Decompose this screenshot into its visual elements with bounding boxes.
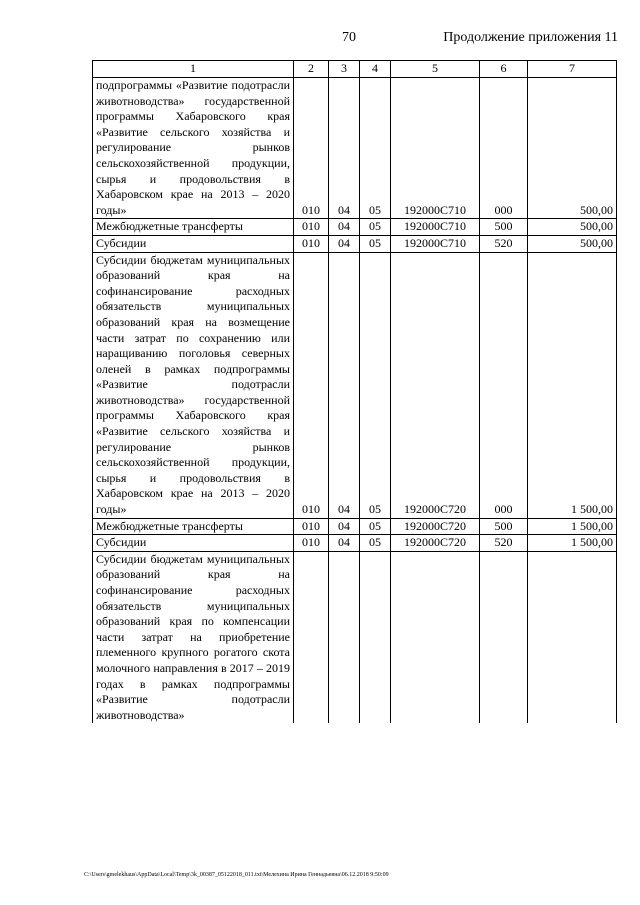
target-item-code: 192000С720: [391, 252, 480, 518]
amount: 500,00: [528, 219, 617, 236]
target-item-code: 192000С710: [391, 235, 480, 252]
file-path-footer: C:\Users\gmelekhaus\AppData\Local\Temp\3k_00387_05122018_011.txt\Мелехина Ирина Геннадьевна\06.12.2018 9:50:09: [84, 872, 389, 878]
row-description: Межбюджетные трансферты: [93, 518, 294, 535]
row-description: Межбюджетные трансферты: [93, 219, 294, 236]
subsection-code: 05: [360, 78, 391, 219]
ministry-code: 010: [294, 235, 329, 252]
target-item-code: [391, 551, 480, 723]
expense-type-code: 000: [480, 78, 528, 219]
budget-table: [92, 60, 617, 723]
amount: 1 500,00: [528, 252, 617, 518]
section-code: 04: [329, 235, 360, 252]
ministry-code: 010: [294, 252, 329, 518]
column-header: 2: [294, 61, 329, 78]
section-code: 04: [329, 219, 360, 236]
expense-type-code: 520: [480, 535, 528, 552]
target-item-code: 192000С720: [391, 535, 480, 552]
appendix-title: Продолжение приложения 11: [443, 30, 618, 45]
amount: 1 500,00: [528, 535, 617, 552]
row-description: Субсидии бюджетам муниципальных образований края на софинансирование расходных обязательств муниципальных образований края на возмещение части затрат по сохранению или наращиванию поголовья северных оленей в рамках подпрограммы «Развитие подотрасли животноводства» государственной программы Хабаровского края «Развитие сельского хозяйства и регулирование рынков сельскохозяйственной продукции, сырья и продовольствия в Хабаровском крае на 2013 – 2020 годы»: [93, 252, 294, 518]
subsection-code: [360, 551, 391, 723]
page-header: [0, 30, 640, 50]
amount: 1 500,00: [528, 518, 617, 535]
row-description: Субсидии бюджетам муниципальных образований края на софинансирование расходных обязательств муниципальных образований края по компенсации части затрат на приобретение племенного крупного рогатого скота молочного направления в 2017 – 2019 годах в рамках подпрограммы «Развитие подотрасли животноводства»: [93, 551, 294, 723]
section-code: 04: [329, 78, 360, 219]
column-header: 4: [360, 61, 391, 78]
section-code: [329, 551, 360, 723]
subsection-code: 05: [360, 535, 391, 552]
table-row: [93, 235, 617, 252]
ministry-code: 010: [294, 518, 329, 535]
column-header: 7: [528, 61, 617, 78]
expense-type-code: 500: [480, 518, 528, 535]
column-header: 5: [391, 61, 480, 78]
table-row: [93, 219, 617, 236]
row-description: Субсидии: [93, 535, 294, 552]
subsection-code: 05: [360, 219, 391, 236]
ministry-code: [294, 551, 329, 723]
table-row: [93, 535, 617, 552]
row-description: подпрограммы «Развитие подотрасли животноводства» государственной программы Хабаровского края «Развитие сельского хозяйства и регулирование рынков сельскохозяйственной продукции, сырья и продовольствия в Хабаровском крае на 2013 – 2020 годы»: [93, 78, 294, 219]
page-number: 70: [342, 30, 356, 45]
column-header: 1: [93, 61, 294, 78]
ministry-code: 010: [294, 78, 329, 219]
table-row: [93, 252, 617, 518]
target-item-code: 192000С720: [391, 518, 480, 535]
expense-type-code: 000: [480, 252, 528, 518]
amount: 500,00: [528, 235, 617, 252]
subsection-code: 05: [360, 518, 391, 535]
table-header-row: [93, 61, 617, 78]
table-row: [93, 518, 617, 535]
column-header: 6: [480, 61, 528, 78]
table-row: [93, 551, 617, 723]
row-description: Субсидии: [93, 235, 294, 252]
table-row: [93, 78, 617, 219]
ministry-code: 010: [294, 219, 329, 236]
target-item-code: 192000С710: [391, 219, 480, 236]
section-code: 04: [329, 252, 360, 518]
expense-type-code: 520: [480, 235, 528, 252]
section-code: 04: [329, 535, 360, 552]
target-item-code: 192000С710: [391, 78, 480, 219]
amount: 500,00: [528, 78, 617, 219]
subsection-code: 05: [360, 252, 391, 518]
amount: [528, 551, 617, 723]
subsection-code: 05: [360, 235, 391, 252]
section-code: 04: [329, 518, 360, 535]
ministry-code: 010: [294, 535, 329, 552]
column-header: 3: [329, 61, 360, 78]
expense-type-code: [480, 551, 528, 723]
expense-type-code: 500: [480, 219, 528, 236]
